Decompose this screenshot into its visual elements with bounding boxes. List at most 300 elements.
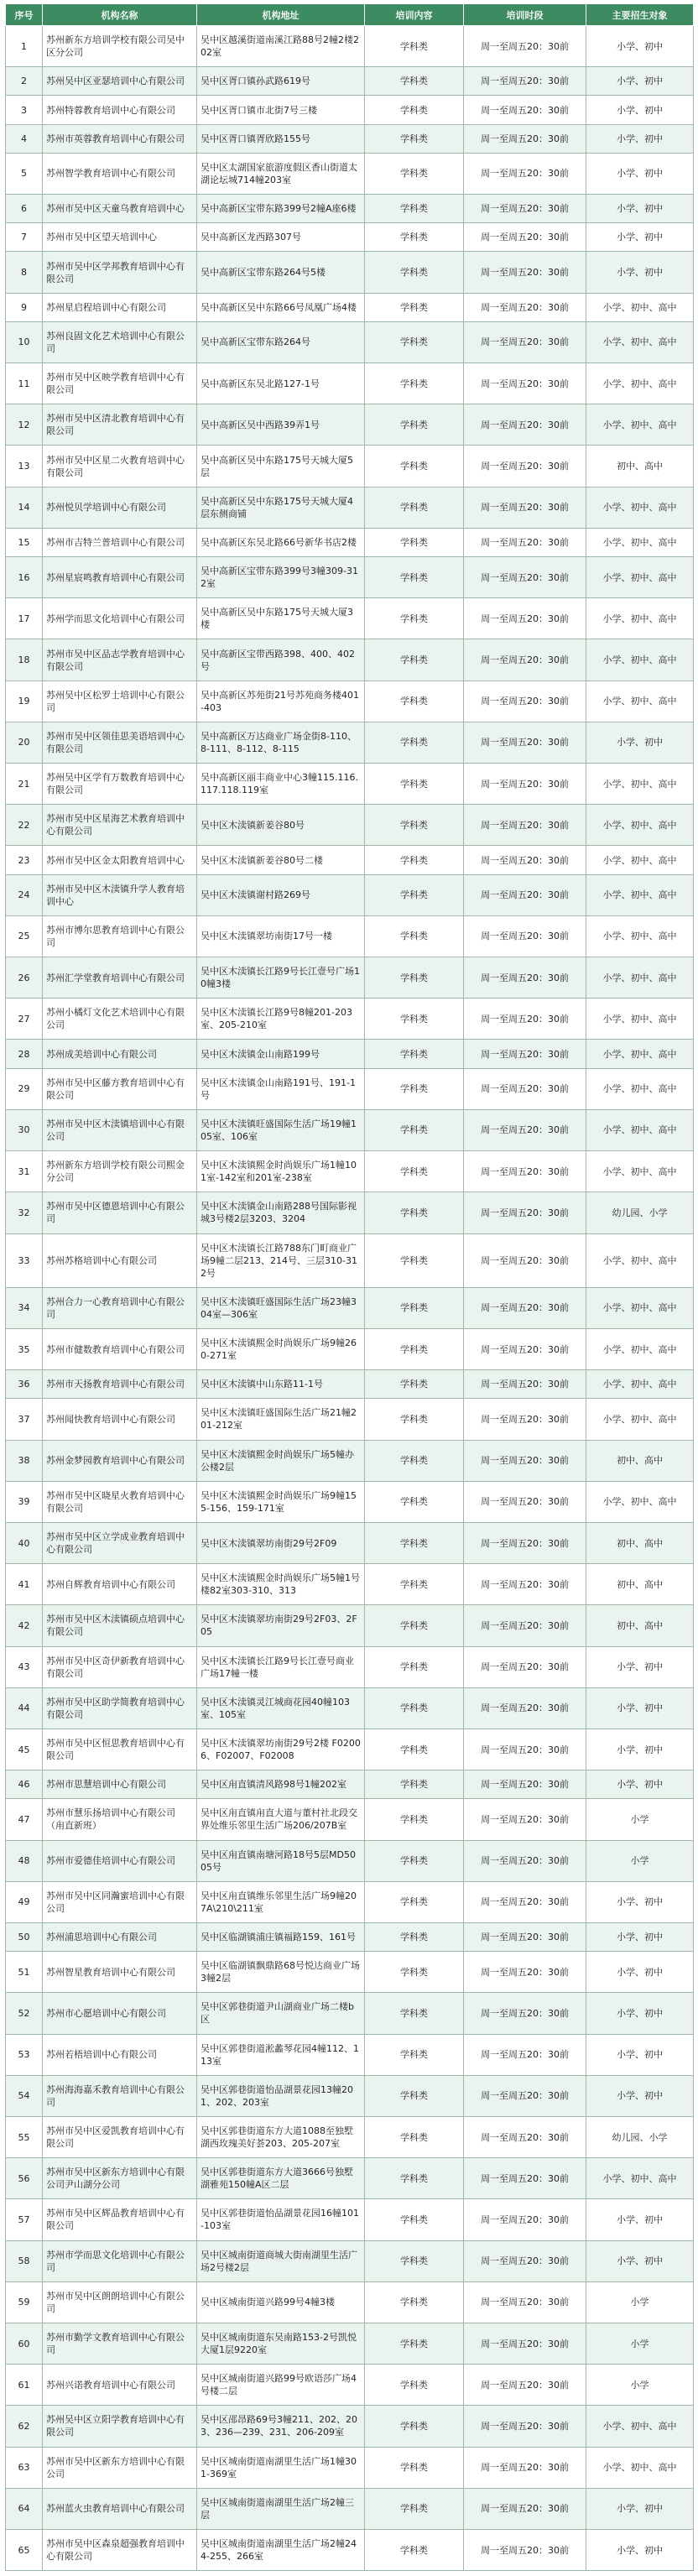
cell-index: 48 [6, 1840, 43, 1881]
cell-address: 吴中区木渎镇熙金时尚娱乐广场9幢155-156、159-171室 [197, 1481, 365, 1522]
cell-address: 吴中区木渎镇谢村路269号 [197, 874, 365, 915]
table-row [6, 2530, 694, 2571]
cell-target: 小学、初中、高中 [586, 1328, 694, 1369]
cell-name: 苏州海海嘉禾教育培训中心有限公司 [43, 2075, 197, 2116]
cell-target: 小学、初中、高中 [586, 846, 694, 874]
cell-content: 学科类 [365, 1370, 464, 1399]
cell-target: 小学、初中、高中 [586, 957, 694, 999]
table-row [6, 957, 694, 999]
cell-index: 31 [6, 1151, 43, 1192]
table-body [6, 26, 694, 2571]
cell-target: 小学、初中、高中 [586, 1233, 694, 1287]
cell-target: 小学、初中、高中 [586, 404, 694, 446]
cell-target: 初中、高中 [586, 1564, 694, 1605]
cell-time: 周一至周五20：30前 [464, 1233, 586, 1287]
cell-time: 周一至周五20：30前 [464, 1729, 586, 1770]
cell-time: 周一至周五20：30前 [464, 1770, 586, 1799]
table-row [6, 2158, 694, 2199]
cell-content: 学科类 [365, 26, 464, 67]
cell-index: 61 [6, 2365, 43, 2406]
cell-address: 吴中区木渎镇金山南路199号 [197, 1040, 365, 1068]
cell-content: 学科类 [365, 2075, 464, 2116]
cell-time: 周一至周五20：30前 [464, 874, 586, 915]
cell-time: 周一至周五20：30前 [464, 67, 586, 96]
cell-content: 学科类 [365, 96, 464, 124]
cell-name: 苏州兴诺教育培训中心有限公司 [43, 2365, 197, 2406]
cell-address: 吴中区胥口镇胥欣路155号 [197, 124, 365, 153]
cell-index: 20 [6, 722, 43, 763]
cell-address: 吴中高新区万达商业广场金街8-110、8-111、8-112、8-115 [197, 722, 365, 763]
cell-name: 苏州市吴中区新东方培训中心有限公司 [43, 2447, 197, 2488]
cell-address: 吴中区木渎镇新姜谷80号 [197, 805, 365, 846]
cell-index: 32 [6, 1192, 43, 1233]
cell-content: 学科类 [365, 404, 464, 446]
cell-address: 吴中区木渎镇翠坊南街29号2F03、2F05 [197, 1605, 365, 1646]
cell-target: 小学、初中、高中 [586, 2158, 694, 2199]
cell-address: 吴中区木渎镇长江路9号长江壹号广场10幢3楼 [197, 957, 365, 999]
cell-address: 吴中区木渎镇旺盛国际生活广场21幢201-212室 [197, 1399, 365, 1440]
cell-content: 学科类 [365, 1993, 464, 2034]
cell-address: 吴中区城南街道南湖里生活广场2幢三层 [197, 2488, 365, 2529]
cell-index: 21 [6, 764, 43, 805]
cell-time: 周一至周五20：30前 [464, 805, 586, 846]
table-row [6, 1799, 694, 1840]
cell-index: 28 [6, 1040, 43, 1068]
cell-index: 35 [6, 1328, 43, 1369]
cell-name: 苏州学而思文化培训中心有限公司 [43, 598, 197, 639]
cell-time: 周一至周五20：30前 [464, 957, 586, 999]
table-row [6, 1922, 694, 1951]
table-row [6, 2075, 694, 2116]
cell-time: 周一至周五20：30前 [464, 2199, 586, 2240]
cell-address: 吴中区胥口镇孙武路619号 [197, 67, 365, 96]
cell-time: 周一至周五20：30前 [464, 2281, 586, 2323]
cell-target: 小学、初中 [586, 96, 694, 124]
cell-index: 19 [6, 681, 43, 722]
table-row [6, 528, 694, 556]
cell-target: 小学、初中、高中 [586, 1287, 694, 1328]
cell-address: 吴中区木渎镇长江路788东门町商业广场9幢二层213、214号、三层310-312号 [197, 1233, 365, 1287]
cell-time: 周一至周五20：30前 [464, 557, 586, 598]
cell-name: 苏州市吴中区森泉超强教育培训中心有限公司 [43, 2530, 197, 2571]
cell-name: 苏州金梦园教育培训中心有限公司 [43, 1440, 197, 1481]
cell-index: 56 [6, 2158, 43, 2199]
cell-time: 周一至周五20：30前 [464, 2158, 586, 2199]
cell-content: 学科类 [365, 1151, 464, 1192]
cell-index: 5 [6, 153, 43, 194]
cell-name: 苏州市吴中区助学简教育培训中心有限公司 [43, 1687, 197, 1729]
cell-time: 周一至周五20：30前 [464, 999, 586, 1040]
cell-target: 小学、初中、高中 [586, 363, 694, 404]
cell-time: 周一至周五20：30前 [464, 2075, 586, 2116]
cell-address: 吴中区木渎镇熙金时尚娱乐广场9幢260-271室 [197, 1328, 365, 1369]
cell-address: 吴中区临湖镇飘鼎路68号悦达商业广场3幢2层 [197, 1952, 365, 1993]
cell-content: 学科类 [365, 1109, 464, 1150]
cell-content: 学科类 [365, 1646, 464, 1687]
cell-name: 苏州市吴中区映学教育培训中心有限公司 [43, 363, 197, 404]
cell-target: 小学、初中 [586, 2034, 694, 2075]
cell-address: 吴中区城南街道商城大街南湖里生活广场2号楼2层 [197, 2240, 365, 2281]
cell-target: 初中、高中 [586, 1605, 694, 1646]
cell-name: 苏州市吴中区木渎镇硕点培训中心有限公司 [43, 1605, 197, 1646]
cell-target: 幼儿园、小学 [586, 1192, 694, 1233]
cell-index: 9 [6, 293, 43, 321]
cell-index: 27 [6, 999, 43, 1040]
cell-time: 周一至周五20：30前 [464, 487, 586, 528]
cell-name: 苏州浦思培训中心有限公司 [43, 1922, 197, 1951]
table-row [6, 1151, 694, 1192]
cell-index: 60 [6, 2323, 43, 2364]
cell-time: 周一至周五20：30前 [464, 2240, 586, 2281]
table-row [6, 846, 694, 874]
cell-index: 57 [6, 2199, 43, 2240]
cell-name: 苏州星启程培训中心有限公司 [43, 293, 197, 321]
cell-name: 苏州市爱德佳培训中心有限公司 [43, 1840, 197, 1881]
cell-index: 64 [6, 2488, 43, 2529]
cell-content: 学科类 [365, 999, 464, 1040]
cell-content: 学科类 [365, 874, 464, 915]
table-row [6, 1040, 694, 1068]
cell-content: 学科类 [365, 2530, 464, 2571]
cell-time: 周一至周五20：30前 [464, 1109, 586, 1150]
table-row [6, 2406, 694, 2447]
cell-time: 周一至周五20：30前 [464, 1040, 586, 1068]
cell-target: 幼儿园、小学 [586, 2116, 694, 2157]
cell-index: 63 [6, 2447, 43, 2488]
cell-name: 苏州新东方培训学校有限公司吴中区分公司 [43, 26, 197, 67]
cell-time: 周一至周五20：30前 [464, 252, 586, 293]
cell-address: 吴中高新区东吴北路127-1号 [197, 363, 365, 404]
cell-name: 苏州市吴中区木渎镇培训中心有限公司 [43, 1109, 197, 1150]
cell-content: 学科类 [365, 1040, 464, 1068]
cell-target: 小学、初中 [586, 722, 694, 763]
cell-index: 14 [6, 487, 43, 528]
table-row [6, 1993, 694, 2034]
cell-target: 小学、初中 [586, 67, 694, 96]
cell-name: 苏州星宸鸣教育培训中心有限公司 [43, 557, 197, 598]
cell-name: 苏州市吴中区同瀚蜜培训中心有限公司 [43, 1881, 197, 1922]
header-time: 培训时段 [464, 4, 586, 26]
cell-time: 周一至周五20：30前 [464, 1840, 586, 1881]
table-row [6, 67, 694, 96]
cell-time: 周一至周五20：30前 [464, 1687, 586, 1729]
table-row [6, 1605, 694, 1646]
cell-target: 小学、初中、高中 [586, 915, 694, 957]
cell-name: 苏州市吴中区金太阳教育培训中心 [43, 846, 197, 874]
cell-index: 13 [6, 446, 43, 487]
cell-time: 周一至周五20：30前 [464, 1799, 586, 1840]
table-row [6, 195, 694, 223]
cell-time: 周一至周五20：30前 [464, 639, 586, 681]
cell-target: 小学 [586, 2323, 694, 2364]
table-row [6, 1440, 694, 1481]
table-row [6, 1370, 694, 1399]
cell-content: 学科类 [365, 957, 464, 999]
header-content: 培训内容 [365, 4, 464, 26]
cell-content: 学科类 [365, 2406, 464, 2447]
table-row [6, 96, 694, 124]
table-row [6, 1687, 694, 1729]
cell-address: 吴中区邵昂路69号3幢211、202、203、236—239、231、206-209室 [197, 2406, 365, 2447]
cell-time: 周一至周五20：30前 [464, 195, 586, 223]
table-row [6, 153, 694, 194]
cell-address: 吴中区郭巷街道淞蠡琴花园4幢112、113室 [197, 2034, 365, 2075]
table-row [6, 1287, 694, 1328]
table-row [6, 1328, 694, 1369]
cell-time: 周一至周五20：30前 [464, 1068, 586, 1109]
cell-time: 周一至周五20：30前 [464, 1522, 586, 1563]
cell-target: 小学、初中 [586, 2199, 694, 2240]
cell-name: 苏州市思慧培训中心有限公司 [43, 1770, 197, 1799]
cell-index: 30 [6, 1109, 43, 1150]
cell-index: 24 [6, 874, 43, 915]
table-row [6, 1729, 694, 1770]
cell-time: 周一至周五20：30前 [464, 2323, 586, 2364]
cell-time: 周一至周五20：30前 [464, 96, 586, 124]
cell-index: 1 [6, 26, 43, 67]
cell-content: 学科类 [365, 252, 464, 293]
cell-content: 学科类 [365, 1287, 464, 1328]
header-name: 机构名称 [43, 4, 197, 26]
cell-target: 小学、初中、高中 [586, 805, 694, 846]
cell-address: 吴中区太湖国家旅游度假区香山街道太湖论坛城714幢203室 [197, 153, 365, 194]
cell-index: 58 [6, 2240, 43, 2281]
cell-time: 周一至周五20：30前 [464, 528, 586, 556]
cell-content: 学科类 [365, 2116, 464, 2157]
cell-content: 学科类 [365, 321, 464, 362]
cell-index: 11 [6, 363, 43, 404]
table-row [6, 223, 694, 252]
cell-name: 苏州市吴中区朗朗培训中心有限公司 [43, 2281, 197, 2323]
cell-target: 小学、初中 [586, 153, 694, 194]
cell-content: 学科类 [365, 1770, 464, 1799]
cell-time: 周一至周五20：30前 [464, 846, 586, 874]
cell-address: 吴中高新区苏苑街21号苏苑商务楼401-403 [197, 681, 365, 722]
cell-name: 苏州市英蓉教育培训中心有限公司 [43, 124, 197, 153]
cell-address: 吴中区郭巷街道东方大道3666号独墅湖雅苑150幢A区二层 [197, 2158, 365, 2199]
table-row [6, 363, 694, 404]
cell-time: 周一至周五20：30前 [464, 2365, 586, 2406]
cell-content: 学科类 [365, 1068, 464, 1109]
cell-address: 吴中区郭巷街道怡品湖景花园13幢201、202、203室 [197, 2075, 365, 2116]
table-row [6, 764, 694, 805]
cell-index: 42 [6, 1605, 43, 1646]
cell-address: 吴中区木渎镇翠坊南街17号一楼 [197, 915, 365, 957]
cell-name: 苏州市心愿培训中心有限公司 [43, 1993, 197, 2034]
cell-target: 小学 [586, 1840, 694, 1881]
cell-index: 6 [6, 195, 43, 223]
cell-time: 周一至周五20：30前 [464, 1564, 586, 1605]
cell-content: 学科类 [365, 681, 464, 722]
cell-content: 学科类 [365, 153, 464, 194]
header-index: 序号 [6, 4, 43, 26]
cell-index: 50 [6, 1922, 43, 1951]
cell-time: 周一至周五20：30前 [464, 293, 586, 321]
cell-time: 周一至周五20：30前 [464, 764, 586, 805]
cell-name: 苏州吴中区学有万数教育培训中心有限公司 [43, 764, 197, 805]
cell-time: 周一至周五20：30前 [464, 2116, 586, 2157]
cell-time: 周一至周五20：30前 [464, 363, 586, 404]
cell-index: 34 [6, 1287, 43, 1328]
cell-index: 12 [6, 404, 43, 446]
cell-target: 小学、初中、高中 [586, 999, 694, 1040]
cell-index: 47 [6, 1799, 43, 1840]
cell-target: 小学、初中 [586, 2240, 694, 2281]
cell-time: 周一至周五20：30前 [464, 223, 586, 252]
cell-address: 吴中高新区吴中西路39弄1号 [197, 404, 365, 446]
cell-content: 学科类 [365, 2158, 464, 2199]
cell-content: 学科类 [365, 1233, 464, 1287]
cell-target: 小学、初中 [586, 124, 694, 153]
cell-target: 小学、初中、高中 [586, 528, 694, 556]
table-row [6, 404, 694, 446]
table-row [6, 2365, 694, 2406]
cell-content: 学科类 [365, 124, 464, 153]
cell-index: 17 [6, 598, 43, 639]
cell-content: 学科类 [365, 528, 464, 556]
cell-address: 吴中高新区丽丰商业中心3幢115.116.117.118.119室 [197, 764, 365, 805]
cell-content: 学科类 [365, 2447, 464, 2488]
cell-name: 苏州市吴中区奇伊新教育培训中心有限公司 [43, 1646, 197, 1687]
cell-index: 33 [6, 1233, 43, 1287]
cell-address: 吴中区城南街道兴路99号4幢3楼 [197, 2281, 365, 2323]
cell-content: 学科类 [365, 846, 464, 874]
table-row [6, 321, 694, 362]
cell-address: 吴中高新区东吴北路66号新华书店2楼 [197, 528, 365, 556]
cell-time: 周一至周五20：30前 [464, 2034, 586, 2075]
cell-address: 吴中高新区宝带东路399号3幢309-312室 [197, 557, 365, 598]
cell-time: 周一至周五20：30前 [464, 722, 586, 763]
cell-address: 吴中区城南街道兴路99号欧语莎广场4号楼二层 [197, 2365, 365, 2406]
table-row [6, 1881, 694, 1922]
cell-name: 苏州成美培训中心有限公司 [43, 1040, 197, 1068]
cell-name: 苏州新东方培训学校有限公司熙金分公司 [43, 1151, 197, 1192]
cell-index: 53 [6, 2034, 43, 2075]
cell-address: 吴中区越溪街道南溪江路88号2幢2楼202室 [197, 26, 365, 67]
cell-address: 吴中区木渎镇中山东路11-1号 [197, 1370, 365, 1399]
cell-name: 苏州市吴中区学邦教育培训中心有限公司 [43, 252, 197, 293]
cell-content: 学科类 [365, 293, 464, 321]
cell-time: 周一至周五20：30前 [464, 915, 586, 957]
cell-address: 吴中区木渎镇新姜谷80号二楼 [197, 846, 365, 874]
cell-time: 周一至周五20：30前 [464, 1399, 586, 1440]
cell-target: 小学、初中、高中 [586, 1109, 694, 1150]
cell-target: 小学、初中、高中 [586, 874, 694, 915]
cell-target: 初中、高中 [586, 446, 694, 487]
table-row [6, 915, 694, 957]
cell-address: 吴中区木渎镇熙金时尚娱乐广场1幢101室-142室和201室-238室 [197, 1151, 365, 1192]
cell-target: 小学 [586, 1799, 694, 1840]
cell-address: 吴中高新区宝带东路399号2幢A座6楼 [197, 195, 365, 223]
cell-content: 学科类 [365, 1799, 464, 1840]
table-row [6, 2034, 694, 2075]
cell-index: 36 [6, 1370, 43, 1399]
cell-content: 学科类 [365, 1440, 464, 1481]
cell-content: 学科类 [365, 223, 464, 252]
cell-time: 周一至周五20：30前 [464, 598, 586, 639]
cell-content: 学科类 [365, 487, 464, 528]
cell-index: 45 [6, 1729, 43, 1770]
cell-time: 周一至周五20：30前 [464, 2447, 586, 2488]
cell-content: 学科类 [365, 446, 464, 487]
table-row [6, 446, 694, 487]
cell-name: 苏州市吴中区天童乌教育培训中心 [43, 195, 197, 223]
cell-name: 苏州市吴中区木渎镇升学人教育培训中心 [43, 874, 197, 915]
table-row [6, 293, 694, 321]
cell-content: 学科类 [365, 1564, 464, 1605]
cell-index: 25 [6, 915, 43, 957]
cell-name: 苏州苏格培训中心有限公司 [43, 1233, 197, 1287]
table-row [6, 1564, 694, 1605]
cell-content: 学科类 [365, 805, 464, 846]
cell-name: 苏州市吴中区清北教育培训中心有限公司 [43, 404, 197, 446]
cell-content: 学科类 [365, 1687, 464, 1729]
institution-table-container [5, 3, 693, 2571]
cell-index: 37 [6, 1399, 43, 1440]
header-target: 主要招生对象 [586, 4, 694, 26]
cell-index: 23 [6, 846, 43, 874]
cell-name: 苏州市吴中区新东方培训中心有限公司尹山湖分公司 [43, 2158, 197, 2199]
cell-index: 46 [6, 1770, 43, 1799]
cell-content: 学科类 [365, 2199, 464, 2240]
cell-name: 苏州市吴中区辉品教育培训中心有限公司 [43, 2199, 197, 2240]
cell-address: 吴中区郭巷街道怡品湖景花园16幢101-103室 [197, 2199, 365, 2240]
cell-index: 52 [6, 1993, 43, 2034]
cell-name: 苏州市吴中区德恩培训中心有限公司 [43, 1192, 197, 1233]
cell-address: 吴中区郭巷街道尹山湖商业广场二楼b区 [197, 1993, 365, 2034]
cell-name: 苏州市吴中区立学成业教育培训中心有限公司 [43, 1522, 197, 1563]
table-row [6, 681, 694, 722]
cell-content: 学科类 [365, 2240, 464, 2281]
cell-time: 周一至周五20：30前 [464, 681, 586, 722]
cell-address: 吴中区木渎镇旺盛国际生活广场23幢304室—306室 [197, 1287, 365, 1328]
cell-content: 学科类 [365, 2365, 464, 2406]
cell-target: 小学 [586, 2281, 694, 2323]
cell-name: 苏州市吴中区星海艺术教育培训中心有限公司 [43, 805, 197, 846]
cell-target: 小学、初中、高中 [586, 1068, 694, 1109]
header-address: 机构地址 [197, 4, 365, 26]
cell-content: 学科类 [365, 1481, 464, 1522]
cell-address: 吴中区木渎镇熙金时尚娱乐广场5幢1号楼82室303-310、313 [197, 1564, 365, 1605]
table-row [6, 639, 694, 681]
cell-address: 吴中区甪直镇甪直大道与董村社北段交界处维乐邻里生活广场206/207B室 [197, 1799, 365, 1840]
cell-content: 学科类 [365, 1605, 464, 1646]
cell-index: 44 [6, 1687, 43, 1729]
cell-address: 吴中区木渎镇熙金时尚娱乐广场5幢办公楼2层 [197, 1440, 365, 1481]
cell-content: 学科类 [365, 2281, 464, 2323]
cell-index: 26 [6, 957, 43, 999]
cell-target: 小学、初中、高中 [586, 321, 694, 362]
cell-content: 学科类 [365, 2034, 464, 2075]
cell-time: 周一至周五20：30前 [464, 2488, 586, 2529]
cell-time: 周一至周五20：30前 [464, 124, 586, 153]
cell-target: 小学、初中、高中 [586, 1370, 694, 1399]
cell-address: 吴中区木渎镇翠坊南街29号2楼 F02006、F02007、F02008 [197, 1729, 365, 1770]
cell-target: 小学、初中、高中 [586, 557, 694, 598]
cell-time: 周一至周五20：30前 [464, 2406, 586, 2447]
cell-content: 学科类 [365, 1399, 464, 1440]
cell-target: 小学、初中、高中 [586, 681, 694, 722]
cell-address: 吴中区城南街道南湖里生活广场2幢244-255、266室 [197, 2530, 365, 2571]
cell-name: 苏州特蓉教育培训中心有限公司 [43, 96, 197, 124]
cell-time: 周一至周五20：30前 [464, 1605, 586, 1646]
cell-name: 苏州吴中区亚瑟培训中心有限公司 [43, 67, 197, 96]
cell-index: 40 [6, 1522, 43, 1563]
table-row [6, 1399, 694, 1440]
cell-target: 小学、初中 [586, 1952, 694, 1993]
cell-name: 苏州市吴中区爱凯教育培训中心有限公司 [43, 2116, 197, 2157]
cell-target: 小学、初中、高中 [586, 598, 694, 639]
